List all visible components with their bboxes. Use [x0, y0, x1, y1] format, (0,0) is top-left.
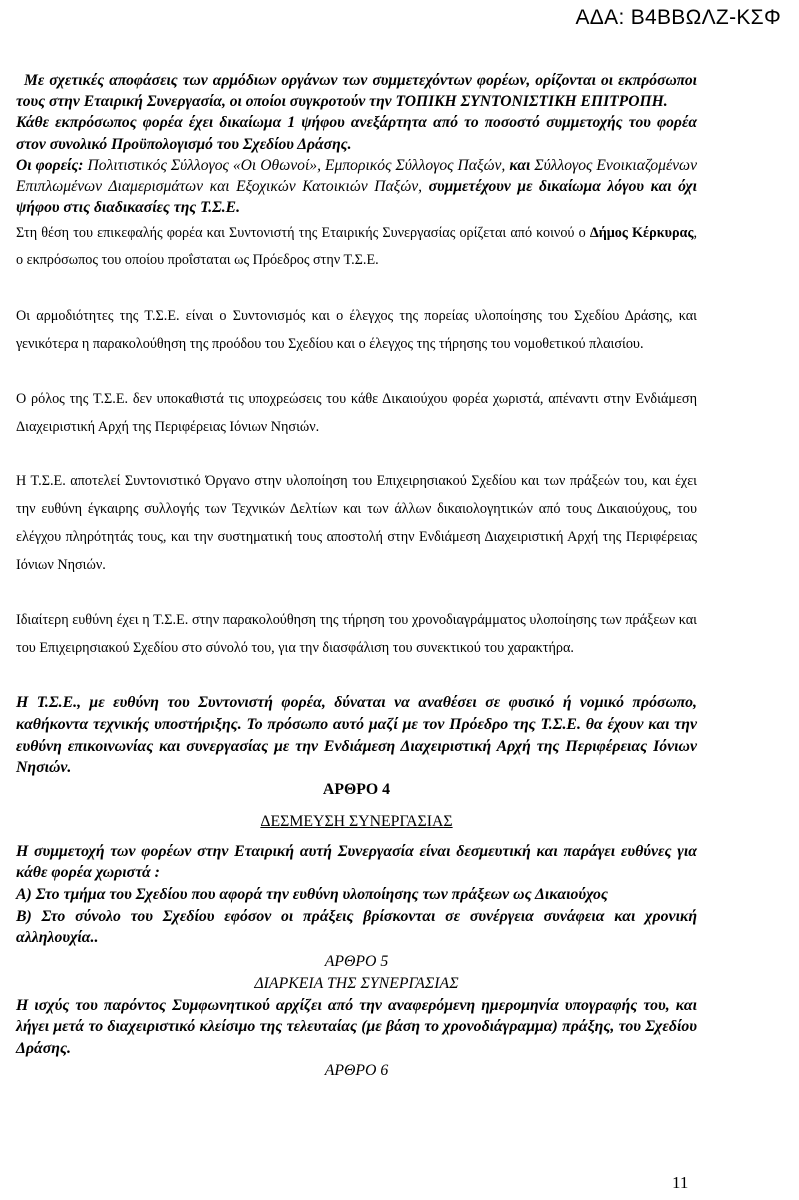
article-4-number: ΑΡΘΡΟ 4 [322, 780, 391, 798]
article-6-number: ΑΡΘΡΟ 6 [324, 1061, 389, 1079]
bodies-and: και [509, 156, 535, 174]
participating-bodies-paragraph [16, 155, 697, 219]
ada-code: ΑΔΑ: Β4ΒΒΩΛΖ-ΚΣΦ [575, 6, 781, 29]
bodies-list-1: Πολιτιστικός Σύλλογος «Οι Οθωνοί», Εμπορικός Σύλλογος Παξών, [83, 156, 510, 174]
article-4-body [16, 841, 697, 949]
article-4-item-a: Α) Στο τμήμα του Σχεδίου που αφορά την ευθύνη υλοποίησης των πράξεων ως Δικαιούχος [16, 885, 608, 903]
article-4-title: ΔΕΣΜΕΥΣΗ ΣΥΝΕΡΓΑΣΙΑΣ [260, 812, 453, 830]
coordination-paragraph: Η Τ.Σ.Ε. αποτελεί Συντονιστικό Όργανο στην υλοποίηση του Επιχειρησιακού Σχεδίου και των πράξεών του, και έχει την ευθύνη έγκαιρης συλλογής των Τεχνικών Δελτίων και των άλλων δικαιολογητικών από τους Δικαιούχους, του ελέγχου πληρότητάς τους, και την συστηματική τους αποστολή στην Ενδιάμεση Διαχειριστική Αρχή της Περιφέρειας Ιόνιων Νησιών. [16, 473, 697, 574]
representatives-section [16, 70, 697, 218]
lead-body-post: , ο εκπρόσωπος του οποίου προΐσταται ως Πρόεδρος στην Τ.Σ.Ε. [16, 225, 697, 269]
responsibilities-paragraph: Οι αρμοδιότητες της Τ.Σ.Ε. είναι ο Συντονισμός και ο έλεγχος της πορείας υλοποίησης του Σχεδίου Δράσης, και γενικότερα η παρακολούθηση της προόδου του Σχεδίου και ο έλεγχος της τήρησης του νομοθετικού πλαισίου. [16, 308, 697, 353]
role-paragraph: Ο ρόλος της Τ.Σ.Ε. δεν υποκαθιστά τις υποχρεώσεις του κάθε Δικαιούχου φορέα χωριστά, απέναντι στην Ενδιάμεση Διαχειριστική Αρχή της Περιφέρειας Ιόνιων Νησιών. [16, 391, 697, 436]
representatives-paragraph: Με σχετικές αποφάσεις των αρμόδιων οργάνων των συμμετεχόντων φορέων, ορίζονται οι εκπρόσωποι τους στην Εταιρική Συνεργασία, οι οποίοι συγκροτούν την ΤΟΠΙΚΗ ΣΥΝΤΟΝΙΣΤΙΚΗ ΕΠΙΤΡΟΠΗ. [16, 72, 697, 111]
bodies-lead: Οι φορείς: [16, 156, 84, 174]
page-number: 11 [672, 1173, 689, 1192]
bodies-list-2: Σύλλογος Ενοικιαζομένων Επιπλωμένων Διαμερισμάτων και Εξοχικών Κατοικιών Παξών, [16, 156, 697, 196]
article-4-item-b: Β) Στο σύνολο του Σχεδίου εφόσον οι πράξεις βρίσκονται σε συνέργεια συνάφεια και χρονική αλληλουχία.. [16, 907, 697, 947]
article-5-text: Η ισχύς του παρόντος Συμφωνητικού αρχίζει από την αναφερόμενη ημερομηνία υπογραφής του, και λήγει μετά το διαχειριστικό κλείσιμο της τελευταίας (με βάση το χρονοδιάγραμμα) πράξης, του Σχεδίου Δράσης. [16, 996, 697, 1057]
page-content [16, 64, 697, 1082]
vote-right-paragraph: Κάθε εκπρόσωπος φορέα έχει δικαίωμα 1 ψήφου ανεξάρτητα από το ποσοστό συμμετοχής του φορέα στον συνολικό Προϋπολογισμό του Σχεδίου Δράσης. [16, 114, 697, 153]
lead-body-paragraph [16, 220, 697, 274]
bodies-tail: συμμετέχουν με δικαίωμα λόγου και όχι ψήφου στις διαδικασίες της Τ.Σ.Ε. [16, 178, 697, 217]
article-5-title: ΔΙΑΡΚΕΙΑ ΤΗΣ ΣΥΝΕΡΓΑΣΙΑΣ [254, 974, 459, 992]
schedule-paragraph: Ιδιαίτερη ευθύνη έχει η Τ.Σ.Ε. στην παρακολούθηση της τήρηση του χρονοδιαγράμματος υλοποίησης των πράξεων και του Επιχειρησιακού Σχεδίου στο σύνολό του, για την διασφάλιση του συνεκτικού του χαρακτήρα. [16, 612, 697, 657]
technical-support-paragraph: Η Τ.Σ.Ε., με ευθύνη του Συντονιστή φορέα, δύναται να αναθέσει σε φυσικό ή νομικό πρόσωπο, καθήκοντα τεχνικής υποστήριξης. Το πρόσωπο αυτό μαζί με τον Πρόεδρο της Τ.Σ.Ε. θα έχουν και την ευθύνη επικοινωνίας και συνεργασίας με την Ενδιάμεση Διαχειριστική Αρχή της Περιφέρειας Ιόνιων Νησιών. [16, 694, 697, 777]
article-5-number: ΑΡΘΡΟ 5 [324, 952, 389, 970]
lead-body-pre: Στη θέση του επικεφαλής φορέα και Συντονιστή της Εταιρικής Συνεργασίας ορίζεται από κοινού ο [16, 225, 590, 242]
lead-body-bold: Δήμος Κέρκυρας [589, 225, 694, 242]
article-4-intro: Η συμμετοχή των φορέων στην Εταιρική αυτή Συνεργασία είναι δεσμευτική και παράγει ευθύνες για κάθε φορέα χωριστά : [16, 842, 697, 882]
